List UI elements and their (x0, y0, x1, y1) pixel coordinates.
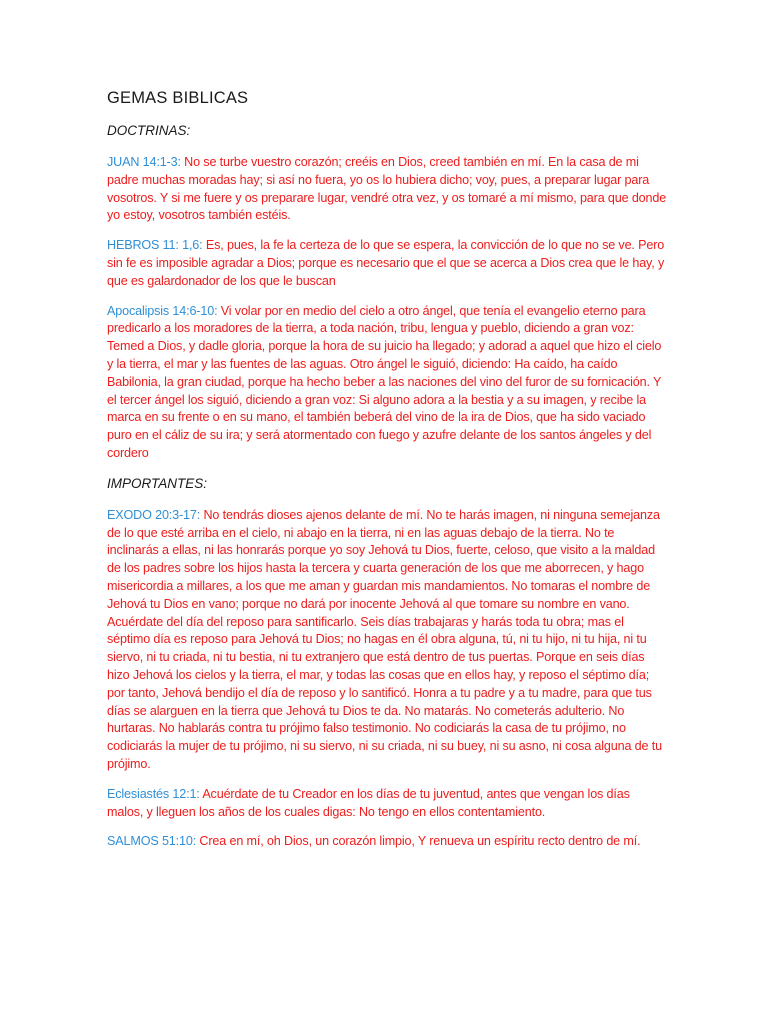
verse-apocalipsis (107, 303, 667, 463)
verse-juan (107, 154, 667, 225)
verse-text: Vi volar por en medio del cielo a otro ángel, que tenía el evangelio eterno para predicarlo a los moradores de la tierra, a toda nación, tribu, lengua y pueblo, diciendo a gran voz: Temed a Dios, y dadle gloria, porque la hora de su juicio ha llegado; y adorad a aquel que hizo el cielo y la tierra, el mar y las fuentes de las aguas. Otro ángel le siguió, diciendo: Ha caído, ha caído Babilonia, la gran ciudad, porque ha hecho beber a las naciones del vino del furor de su fornicación. Y el tercer ángel los siguió, diciendo a gran voz: Si alguno adora a la bestia y a su imagen, y recibe la marca en su frente o en su mano, el también beberá del vino de la ira de Dios, que ha sido vaciado puro en el cáliz de su ira; y será atormentado con fuego y azufre delante de los santos ángeles y del cordero (107, 303, 662, 460)
document-title: GEMAS BIBLICAS (107, 89, 249, 107)
verse-eclesiastes (107, 786, 667, 822)
verse-salmos (107, 833, 667, 851)
document-page (107, 88, 667, 863)
verse-reference: JUAN 14:1-3: (107, 155, 181, 169)
verse-reference: EXODO 20:3-17: (107, 507, 201, 522)
verse-reference: SALMOS 51:10: (107, 834, 197, 849)
verse-text: No se turbe vuestro corazón; creéis en Dios, creed también en mí. En la casa de mi padre muchas moradas hay; si así no fuera, yo os lo hubiera dicho; voy, pues, a preparar lugar para vosotros. Y si me fuere y os preparare lugar, vendré otra vez, y os tomaré a mí mismo, para que donde yo estoy, vosotros también estéis. (107, 155, 667, 223)
verse-text: Acuérdate de tu Creador en los días de tu juventud, antes que vengan los días malos, y lleguen los años de los cuales digas: No tengo en ellos contentamiento. (107, 786, 630, 819)
verse-text: Es, pues, la fe la certeza de lo que se espera, la convicción de lo que no se ve. Pero sin fe es imposible agradar a Dios; porque es necesario que el que se acerca a Dios crea que le hay, y que es galardonador de los que le buscan (107, 238, 665, 288)
verse-exodo (107, 507, 667, 774)
verse-text: Crea en mí, oh Dios, un corazón limpio, Y renueva un espíritu recto dentro de mí. (199, 834, 641, 849)
verse-text: No tendrás dioses ajenos delante de mí. No te harás imagen, ni ninguna semejanza de lo que esté arriba en el cielo, ni abajo en la tierra, ni en las aguas debajo de la tierra. No te inclinarás a ellas, ni las honrarás porque yo soy Jehová tu Dios, fuerte, celoso, que visito a la maldad de los padres sobre los hijos hasta la tercera y cuarta generación de los que me aborrecen, y hago misericordia a millares, a los que me aman y guardan mis mandamientos. No tomaras el nombre de Jehová tu Dios en vano; porque no dará por inocente Jehová al que tomare su nombre en vano. Acuérdate del día del reposo para santificarlo. Seis días trabajaras y harás toda tu obra; mas el séptimo día es reposo para Jehová tu Dios; no hagas en él obra alguna, tú, ni tu hijo, ni tu hija, ni tu siervo, ni tu criada, ni tu bestia, ni tu extranjero que está dentro de tus puertas. Porque en seis días hizo Jehová los cielos y la tierra, el mar, y todas las cosas que en ellos hay, y reposo el séptimo día; por tanto, Jehová bendijo el día de reposo y lo santificó. Honra a tu padre y a tu madre, para que tus días se alarguen en la tierra que Jehová tu Dios te da. No matarás. No cometerás adulterio. No hurtaras. No hablarás contra tu prójimo falso testimonio. No codiciarás la casa de tu prójimo, no codiciarás la mujer de tu prójimo, ni su siervo, ni su criada, ni su buey, ni su asno, ni cosa alguna de tu prójimo. (107, 507, 662, 771)
verse-reference: HEBROS 11: 1,6: (107, 238, 203, 253)
section-heading-doctrinas: DOCTRINAS: (107, 123, 191, 138)
verse-hebreos (107, 237, 667, 290)
verse-reference: Apocalipsis 14:6-10: (107, 303, 218, 318)
section-heading-importantes: IMPORTANTES: (107, 475, 208, 491)
verse-reference: Eclesiastés 12:1: (107, 786, 200, 801)
